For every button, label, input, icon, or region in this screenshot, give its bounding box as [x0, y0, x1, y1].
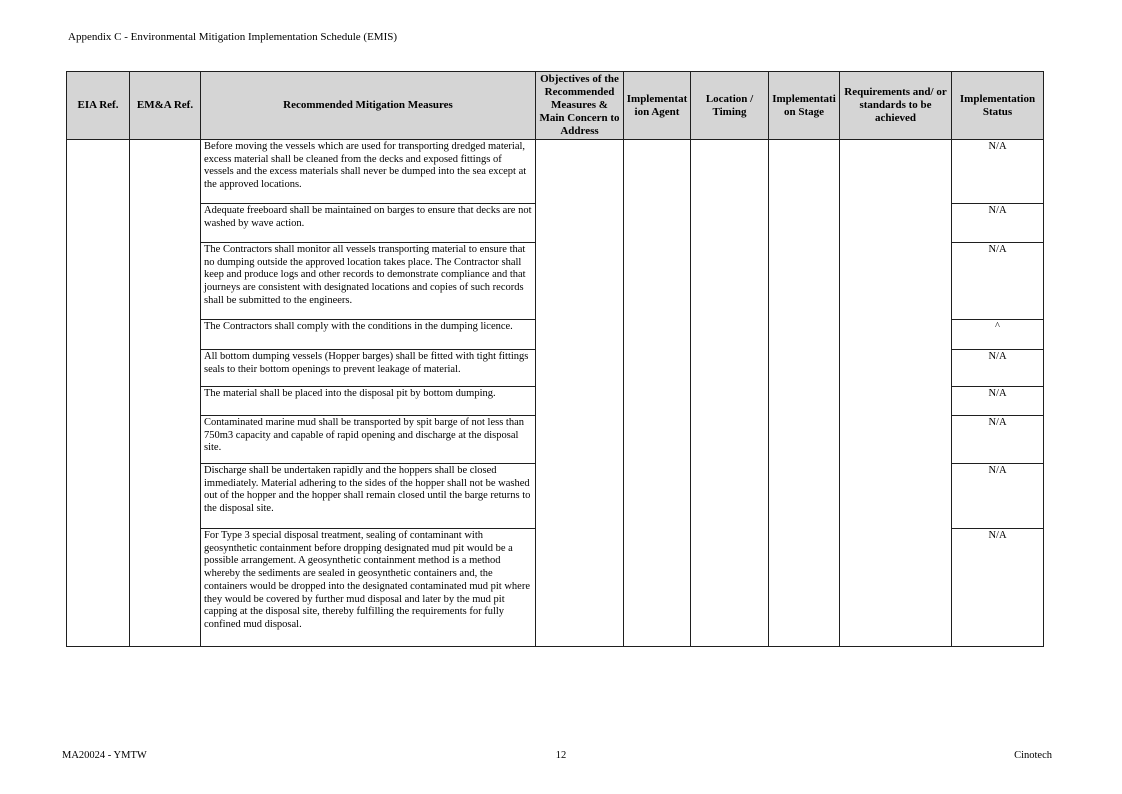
footer-company: Cinotech [1014, 750, 1052, 761]
measure-cell: Contaminated marine mud shall be transported by spit barge of not less than 750m3 capacity and capable of rapid opening and discharge at the disposal site. [201, 416, 536, 464]
status-cell: N/A [952, 350, 1044, 387]
stage-empty-cell [769, 140, 840, 647]
footer-project-code: MA20024 - YMTW [62, 750, 147, 761]
col-header-implementation-agent: Implementation Agent [624, 72, 691, 140]
measure-cell: Discharge shall be undertaken rapidly and the hoppers shall be closed immediately. Material adhering to the sides of the hopper shall not be washed out of the hopper and the hopper shall remain closed until the barge returns to the disposal site. [201, 464, 536, 529]
status-cell: ^ [952, 320, 1044, 350]
requirements-empty-cell [840, 140, 952, 647]
table-row [67, 140, 1044, 204]
status-cell: N/A [952, 204, 1044, 243]
measure-cell: For Type 3 special disposal treatment, sealing of contaminant with geosynthetic containment before dropping designated mud pit would be a possible arrangement. A geosynthetic containment method is a method whereby the sediments are sealed in geosynthetic containers and, the containers would be dropped into the designated contaminated mud pit where they would be covered by further mud disposal and later by the mud pit capping at the disposal site, thereby fulfilling the requirements for fully confined mud disposal. [201, 529, 536, 647]
page-footer [0, 749, 1122, 763]
measure-cell: The Contractors shall monitor all vessels transporting material to ensure that no dumping outside the approved location takes place. The Contractor shall keep and produce logs and other records to demonstrate compliance and that journeys are consistent with designated locations and copies of such records shall be submitted to the engineers. [201, 243, 536, 320]
status-cell: N/A [952, 416, 1044, 464]
status-cell: N/A [952, 243, 1044, 320]
status-cell: N/A [952, 387, 1044, 416]
col-header-requirements: Requirements and/ or standards to be achieved [840, 72, 952, 140]
col-header-implementation-stage: Implementation Stage [769, 72, 840, 140]
col-header-eia-ref: EIA Ref. [67, 72, 130, 140]
status-cell: N/A [952, 140, 1044, 204]
measure-cell: Adequate freeboard shall be maintained on barges to ensure that decks are not washed by wave action. [201, 204, 536, 243]
page-number: 12 [555, 750, 567, 761]
appendix-title: Appendix C - Environmental Mitigation Implementation Schedule (EMIS) [68, 31, 398, 43]
col-header-objectives: Objectives of the Recommended Measures & Main Concern to Address [536, 72, 624, 140]
status-cell: N/A [952, 529, 1044, 647]
emis-table [66, 71, 1044, 647]
measure-cell: The Contractors shall comply with the conditions in the dumping licence. [201, 320, 536, 350]
agent-empty-cell [624, 140, 691, 647]
measure-cell: The material shall be placed into the disposal pit by bottom dumping. [201, 387, 536, 416]
table-header-row [67, 72, 1044, 140]
col-header-location-timing: Location / Timing [691, 72, 769, 140]
objectives-empty-cell [536, 140, 624, 647]
eia-ref-empty-cell [67, 140, 130, 647]
ema-ref-empty-cell [130, 140, 201, 647]
measure-cell: All bottom dumping vessels (Hopper barges) shall be fitted with tight fittings seals to their bottom openings to prevent leakage of material. [201, 350, 536, 387]
col-header-ema-ref: EM&A Ref. [130, 72, 201, 140]
location-empty-cell [691, 140, 769, 647]
status-cell: N/A [952, 464, 1044, 529]
measure-cell: Before moving the vessels which are used for transporting dredged material, excess material shall be cleaned from the decks and exposed fittings of vessels and the excess materials shall never be dumped into the sea except at the approved locations. [201, 140, 536, 204]
col-header-measures: Recommended Mitigation Measures [201, 72, 536, 140]
col-header-implementation-status: Implementation Status [952, 72, 1044, 140]
